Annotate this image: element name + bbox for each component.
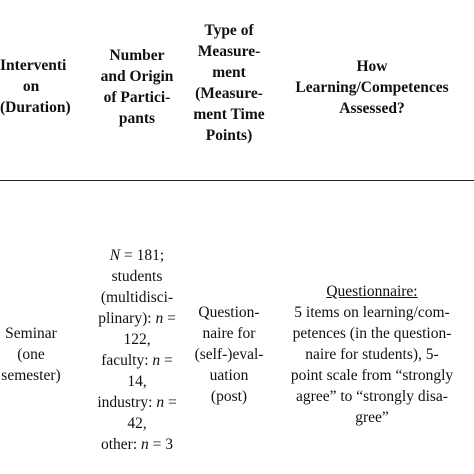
var-n: n	[152, 352, 161, 369]
var-n: n	[141, 436, 149, 453]
header-text: of Partici-	[103, 89, 171, 106]
cell-text: 14,	[127, 373, 147, 390]
row-col-participants	[92, 245, 182, 455]
header-col-intervention	[0, 55, 71, 118]
cell-text: Seminar	[5, 325, 57, 342]
cell-text	[92, 245, 182, 266]
header-text: Assessed?	[339, 100, 405, 117]
cell-text: (self-)eval-	[194, 346, 264, 363]
header-text: and Origin	[100, 68, 174, 85]
cell-text: agree” to “strongly disa-	[296, 388, 448, 405]
cell-text-part: = 181;	[120, 247, 165, 264]
header-text: pants	[118, 110, 156, 127]
header-text: Interventi	[0, 57, 67, 74]
questionnaire-title: Questionnaire:	[326, 283, 418, 300]
header-text: Points)	[205, 127, 253, 144]
header-text: on	[22, 78, 40, 95]
cell-text: (one	[17, 346, 45, 363]
header-text: Measure-	[197, 43, 261, 60]
cell-text-part: other:	[100, 436, 142, 453]
cell-text	[92, 308, 182, 329]
cell-text-part: =	[163, 310, 176, 327]
cell-text: gree”	[355, 409, 389, 426]
cell-text: students	[111, 268, 163, 285]
cell-text: 42,	[127, 415, 147, 432]
cell-text	[92, 392, 182, 413]
var-n: n	[155, 310, 164, 327]
header-text: ment Time	[193, 106, 265, 123]
cell-text-part: = 3	[148, 436, 174, 453]
cell-text-part: =	[160, 352, 173, 369]
cell-text: (multidisci-	[100, 289, 174, 306]
cell-text: uation	[209, 367, 249, 384]
cell-text: naire for	[202, 325, 256, 342]
header-col-participants	[92, 45, 182, 129]
cell-text: petences (in the question-	[292, 325, 452, 342]
cell-text-part: faculty:	[101, 352, 153, 369]
header-text: (Measure-	[195, 85, 263, 102]
row-col-measurement	[184, 302, 274, 407]
cell-text-part: =	[164, 394, 177, 411]
cell-text	[92, 350, 182, 371]
header-text: Type of	[204, 22, 254, 39]
header-col-assessment	[276, 56, 468, 119]
var-N: N	[109, 247, 121, 264]
row-col-intervention	[0, 323, 62, 386]
header-bottom-rule	[0, 180, 474, 181]
cell-text	[92, 434, 182, 455]
header-col-measurement	[184, 20, 274, 146]
cell-text: point scale from “strongly	[290, 367, 454, 384]
cell-text: Question-	[198, 304, 260, 321]
cell-text: 5 items on learning/com-	[294, 304, 450, 321]
header-text: Number	[109, 47, 165, 64]
cell-text: naire for students), 5-	[305, 346, 439, 363]
header-text: Learning/Competences	[295, 79, 449, 96]
var-n: n	[156, 394, 165, 411]
row-col-assessment	[276, 281, 468, 428]
header-text: (Duration)	[0, 99, 71, 116]
cell-text-part: plinary):	[98, 310, 156, 327]
cell-text-part: industry:	[97, 394, 157, 411]
header-text: How	[356, 58, 388, 75]
cell-text: 122,	[123, 331, 151, 348]
cell-text: (post)	[210, 388, 248, 405]
header-text: ment	[212, 64, 246, 81]
cell-text: semester)	[1, 367, 61, 384]
